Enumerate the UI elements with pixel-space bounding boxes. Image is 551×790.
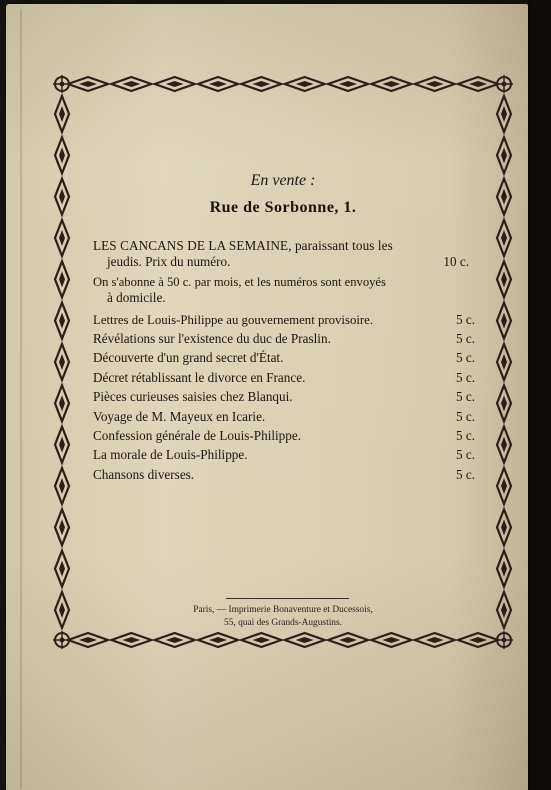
item-title: Décret rétablissant le divorce en France. — [93, 370, 306, 385]
item-line: jeudis. Prix du numéro. — [107, 254, 231, 269]
border-ornament — [382, 81, 400, 87]
border-ornament — [495, 75, 513, 93]
item-line: LES CANCANS DE LA SEMAINE, paraissant tous les — [93, 238, 393, 253]
border-ornament — [296, 637, 314, 643]
border-ornament — [252, 81, 270, 87]
border-ornament — [209, 637, 227, 643]
item-price: 10 c. — [443, 254, 469, 269]
item-title: Chansons diverses. — [93, 467, 195, 482]
border-ornament — [79, 637, 97, 643]
item-line: On s'abonne à 50 c. par mois, et les numéros sont envoyés — [93, 275, 386, 289]
item-title: Pièces curieuses saisies chez Blanqui. — [93, 389, 293, 404]
border-ornament — [59, 271, 65, 287]
border-ornament — [166, 637, 184, 643]
list-item — [93, 331, 475, 347]
item-price: 5 c. — [455, 428, 475, 443]
border-ornament — [59, 230, 65, 246]
border-ornament — [501, 354, 507, 370]
border-ornament — [469, 81, 487, 87]
item-price: 5 c. — [455, 350, 475, 365]
item-price: 5 c. — [455, 467, 475, 482]
list-item — [93, 447, 475, 463]
border-ornament — [59, 519, 65, 535]
item-title: Voyage de M. Mayeux en Icarie. — [93, 409, 266, 424]
border-ornament — [501, 561, 507, 577]
list-item — [93, 350, 475, 366]
border-ornament — [122, 81, 140, 87]
list-item — [93, 467, 475, 483]
dark-background — [528, 0, 551, 790]
on-sale-heading: En vente : — [250, 172, 316, 189]
border-ornament — [59, 437, 65, 453]
item-line: à domicile. — [107, 290, 166, 305]
item-price: 5 c. — [455, 312, 475, 327]
border-ornament — [501, 147, 507, 163]
border-ornament — [79, 81, 97, 87]
border-ornament — [166, 81, 184, 87]
border-ornament — [53, 631, 71, 649]
border-ornament — [339, 637, 357, 643]
border-ornament — [501, 519, 507, 535]
item-price: 5 c. — [455, 447, 475, 462]
border-ornament — [426, 81, 444, 87]
border-ornament — [59, 561, 65, 577]
imprint-line: 55, quai des Grands-Augustins. — [224, 618, 342, 628]
border-ornament — [501, 478, 507, 494]
border-ornament — [339, 81, 357, 87]
list-item — [93, 409, 475, 425]
divider-rule — [226, 598, 349, 599]
border-ornament — [59, 354, 65, 370]
item-title: La morale de Louis-Philippe. — [93, 447, 248, 462]
border-ornament — [296, 81, 314, 87]
border-ornament — [59, 106, 65, 122]
imprint-line: Paris, — Imprimerie Bonaventure et Ducessois, — [193, 605, 373, 615]
border-ornament — [59, 478, 65, 494]
border-ornament — [122, 637, 140, 643]
border-ornament — [426, 637, 444, 643]
item-title: Découverte d'un grand secret d'État. — [93, 350, 284, 365]
item-title: Lettres de Louis-Philippe au gouvernement provisoire. — [93, 313, 374, 327]
border-ornament — [501, 189, 507, 205]
border-ornament — [59, 189, 65, 205]
border-ornament — [501, 106, 507, 122]
paper-fold — [20, 9, 22, 789]
printer-imprint — [93, 604, 473, 630]
border-ornament — [501, 395, 507, 411]
list-item — [93, 370, 475, 386]
list-item — [93, 274, 475, 306]
border-ornament — [501, 271, 507, 287]
border-ornament — [382, 637, 400, 643]
border-ornament — [59, 395, 65, 411]
item-price: 5 c. — [455, 389, 475, 404]
item-title: Révélations sur l'existence du duc de Praslin. — [93, 331, 331, 346]
border-ornament — [53, 75, 71, 93]
list-item — [93, 389, 475, 405]
border-ornament — [501, 602, 507, 618]
item-price: 5 c. — [455, 409, 475, 424]
border-ornament — [495, 631, 513, 649]
list-item — [93, 312, 475, 328]
list-item — [93, 238, 475, 270]
border-ornament — [501, 313, 507, 329]
item-title: Confession générale de Louis-Philippe. — [93, 428, 302, 443]
border-ornament — [252, 637, 270, 643]
border-ornament — [209, 81, 227, 87]
address-heading: Rue de Sorbonne, 1. — [209, 199, 357, 216]
border-ornament — [59, 147, 65, 163]
border-ornament — [59, 313, 65, 329]
list-item — [93, 428, 475, 444]
border-ornament — [501, 437, 507, 453]
border-ornament — [501, 230, 507, 246]
item-price: 5 c. — [455, 331, 475, 346]
border-ornament — [59, 602, 65, 618]
item-price: 5 c. — [455, 370, 475, 385]
border-ornament — [469, 637, 487, 643]
